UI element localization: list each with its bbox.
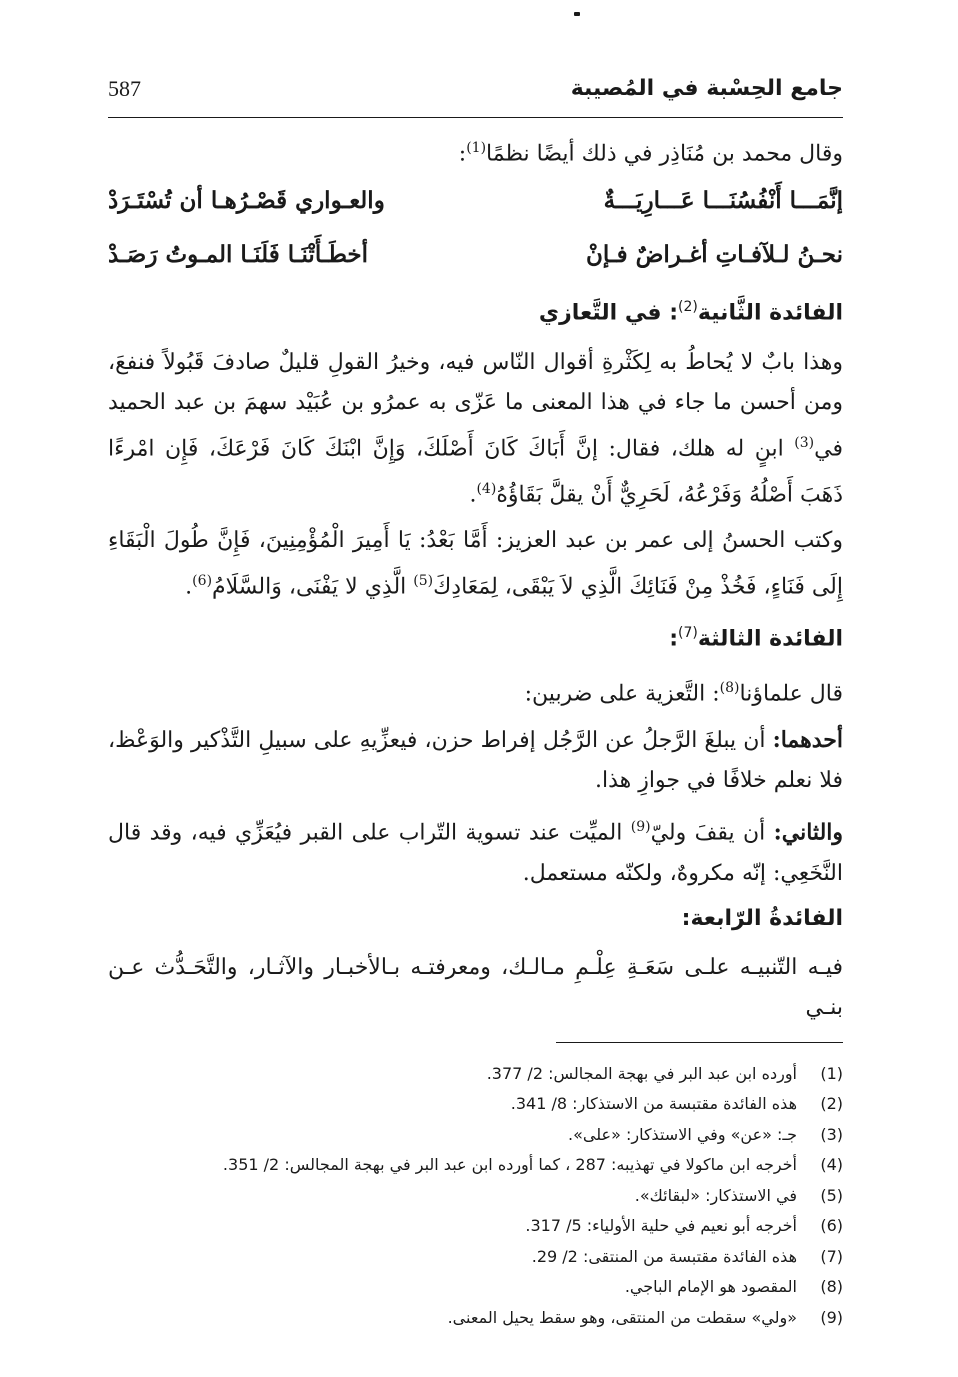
footnote-ref[interactable]: (6) bbox=[192, 573, 213, 590]
footnote: (9) «ولي» سقطت من المنتقى، وهو سقط يحيل المعنى. bbox=[447, 1307, 843, 1327]
section-heading: الفائدة الثالثة$^{(7)}$: bbox=[669, 624, 843, 651]
footnotes bbox=[108, 1059, 843, 1334]
footnote: (6) أخرجه أبو نعيم في حلية الأولياء: 5/ 317. bbox=[525, 1216, 843, 1236]
paragraph: فيـه التّنبيـه علـى سَعَـةِ عِلْـمِ مـالـك، ومعرفتـه بـالأخبـار والآثـار، والتَّحَـدُّث عـن بنـي bbox=[108, 954, 843, 1020]
footnote: (8) المقصود هو الإمام الباجي. bbox=[624, 1277, 843, 1297]
intro-line: وقال محمد بن مُنَاذِر في ذلك أيضًا نظمًا$^{(1)}$: bbox=[458, 140, 843, 167]
footnote: (2) هذه الفائدة مقتبسة من الاستذكار: 8/ 341. bbox=[510, 1094, 843, 1114]
page-header bbox=[108, 60, 843, 118]
footnote-divider bbox=[556, 1042, 843, 1043]
footnote: (3) جـ: «عن» وفي الاستذكار: «على». bbox=[568, 1124, 843, 1144]
paragraph: وكتب الحسنُ إلى عمر بن عبد العزيز: أَمَّا بَعْدُ: يَا أَمِيرَ الْمُؤْمِنِينَ، فَإِنَّ طُولَ الْبَقَاءِ إِلَى فَنَاءٍ، فَخُذْ مِنْ فَنَائِكَ الَّذِي لاَ يَبْقَى، لِمَعَادِكَ$^{(5)}$ الَّذِي لا يَفْنَى، وَالسَّلَامُ$^{(6)}$. bbox=[108, 528, 843, 600]
section-heading: الفائدةُ الرّابعة: bbox=[681, 905, 843, 931]
footnote: (5) في الاستذكار: «لبقائك». bbox=[634, 1185, 843, 1205]
footnote-ref[interactable]: (9) bbox=[630, 819, 651, 836]
footnote: (7) هذه الفائدة مقتبسة من المنتقى: 2/ 29. bbox=[531, 1246, 843, 1266]
scan-mark bbox=[574, 12, 580, 16]
footnote: (1) أورده ابن عبد البر في بهجة المجالس: 2/ 377. bbox=[486, 1063, 843, 1083]
section-heading: الفائدة الثَّانية$^{(2)}$: في التَّعازي bbox=[538, 299, 843, 326]
footnote-ref[interactable]: (7) bbox=[678, 624, 698, 641]
paragraph: والثاني: أن يقفَ وليّ$^{(9)}$ الميِّت عند تسوية التّراب على القبر فيُعَزِّي فيه، وقد قال النَّخَعِي: إنّه مكروهٌ، ولكنّه مستعمل. bbox=[108, 819, 844, 886]
paragraph: قال علماؤنا$^{(8)}$: التَّعزية على ضربين: bbox=[524, 679, 843, 707]
footnote-ref[interactable]: (2) bbox=[678, 299, 698, 316]
verse-hemistich-right: إنَّمَـــا أَنْفُسُنَـــا عَـــارِيَـــةٌ bbox=[603, 187, 843, 215]
running-title: جامع الحِسْبة في المُصيبة bbox=[570, 76, 843, 101]
paragraph: وهذا بابٌ لا يُحاطُ به لِكَثْرةِ أقوال النّاس فيه، وخيرُ القولِ قليلٌ صادفَ قَبُولاً فنفعَ، ومن أحسن ما جاء في هذا المعنى ما عَزّى به عمرُو بن عُبَيْد سهمَ بن عبد الحميد في$^{(3)}$ ابنٍ له هلك، فقال: إنَّ أَبَاكَ كَانَ أَصْلَكَ، وَإِنَّ ابْنَكَ كَانَ فَرْعَكَ، فَإِن امْرءًا ذَهَبَ أَصْلُهُ وَفَرْعُهُ، لَحَرِيٌّ أَنْ يقلَّ بَقَاؤُهُ$^{(4)}$. bbox=[108, 349, 843, 508]
verse-hemistich-left: والعـواري قَصْـرُهـا أن تُسْتَـرَدْ bbox=[108, 187, 385, 215]
verse-line bbox=[108, 228, 843, 282]
page-number: 587 bbox=[108, 75, 141, 101]
footnote-ref[interactable]: (5) bbox=[413, 573, 434, 590]
verse-line bbox=[108, 174, 843, 228]
footnote-ref[interactable]: (1) bbox=[466, 140, 487, 156]
verse-hemistich-right: نحـنُ لـلآفـاتِ أغـراضٌ فـإنْ bbox=[585, 241, 843, 269]
footnote-ref[interactable]: (8) bbox=[719, 679, 740, 696]
paragraph: أحدهما: أن يبلغَ الرَّجلُ عن الرَّجُل إفراط حزن، فيعزِّيهِ على سبيلِ التَّذْكير والوَعْظ، فلا نعلم خلافًا في جوازِ هذا. bbox=[108, 727, 843, 794]
footnote-ref[interactable]: (3) bbox=[794, 434, 815, 451]
footnote-ref[interactable]: (4) bbox=[476, 480, 497, 497]
main-text bbox=[108, 128, 843, 1028]
footnote: (4) أخرجه ابن ماكولا في تهذيبه: 287 ، كما أورده ابن عبد البر في بهجة المجالس: 2/ 351. bbox=[222, 1155, 843, 1175]
book-page bbox=[108, 60, 843, 1360]
verse-hemistich-left: أخطَـأَتْنَـا فَلَنَـا المـوتُ رَصَـدْ bbox=[108, 241, 369, 269]
